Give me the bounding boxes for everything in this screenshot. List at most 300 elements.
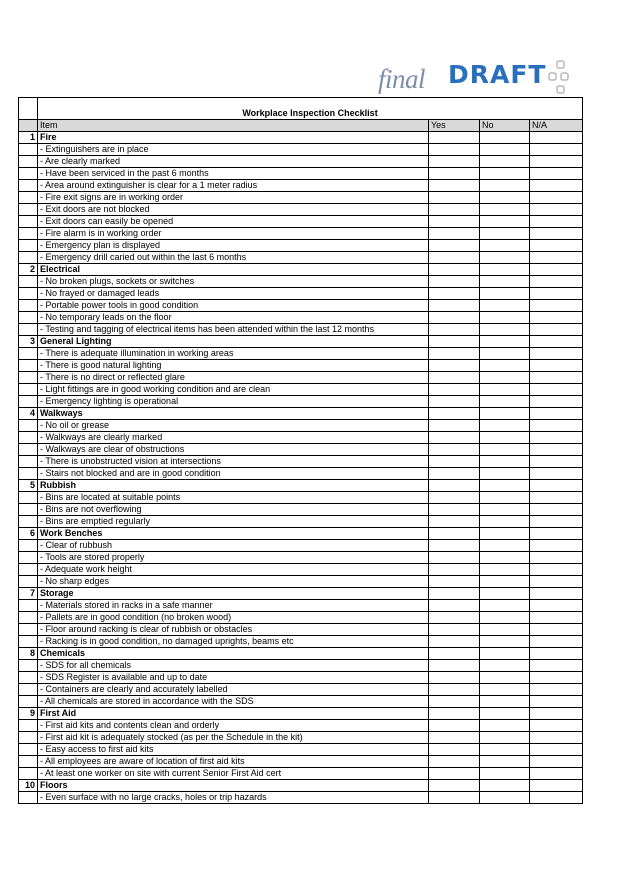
na-cell[interactable] [530, 576, 583, 588]
no-cell[interactable] [480, 696, 530, 708]
yes-cell[interactable] [429, 480, 480, 492]
item-number-cell [19, 492, 38, 504]
na-cell[interactable] [530, 672, 583, 684]
na-cell[interactable] [530, 348, 583, 360]
title-blank-cell [19, 98, 38, 120]
item-number-cell [19, 168, 38, 180]
no-cell[interactable] [480, 432, 530, 444]
yes-cell[interactable] [429, 576, 480, 588]
yes-cell[interactable] [429, 156, 480, 168]
header-yes: Yes [429, 120, 480, 132]
yes-cell[interactable] [429, 552, 480, 564]
na-cell[interactable] [530, 612, 583, 624]
checklist-item-row [19, 756, 583, 768]
no-cell[interactable] [480, 444, 530, 456]
na-cell[interactable] [530, 204, 583, 216]
checklist-item-row [19, 600, 583, 612]
checklist-item: - Bins are located at suitable points [38, 492, 429, 504]
section-title: Rubbish [38, 480, 429, 492]
na-cell[interactable] [530, 372, 583, 384]
checklist-item: - Clear of rubbush [38, 540, 429, 552]
na-cell[interactable] [530, 420, 583, 432]
checklist-item-row [19, 204, 583, 216]
no-cell[interactable] [480, 768, 530, 780]
yes-cell[interactable] [429, 792, 480, 804]
checklist-item-row [19, 672, 583, 684]
item-number-cell [19, 396, 38, 408]
checklist-item-row [19, 552, 583, 564]
na-cell[interactable] [530, 648, 583, 660]
checklist-item: - No oil or grease [38, 420, 429, 432]
na-cell[interactable] [530, 408, 583, 420]
no-cell[interactable] [480, 192, 530, 204]
checklist-item: - At least one worker on site with current Senior First Aid cert [38, 768, 429, 780]
no-cell[interactable] [480, 252, 530, 264]
no-cell[interactable] [480, 336, 530, 348]
no-cell[interactable] [480, 756, 530, 768]
checklist-item: - Area around extinguisher is clear for a 1 meter radius [38, 180, 429, 192]
no-cell[interactable] [480, 264, 530, 276]
checklist-item-row [19, 576, 583, 588]
yes-cell[interactable] [429, 720, 480, 732]
item-number-cell [19, 756, 38, 768]
yes-cell[interactable] [429, 180, 480, 192]
checklist-item: - There is adequate illumination in working areas [38, 348, 429, 360]
item-number-cell [19, 312, 38, 324]
title-row [19, 98, 583, 120]
section-row [19, 408, 583, 420]
checklist-item: - Emergency drill caried out within the last 6 months [38, 252, 429, 264]
checklist-item: - Testing and tagging of electrical items has been attended within the last 12 months [38, 324, 429, 336]
na-cell[interactable] [530, 720, 583, 732]
na-cell[interactable] [530, 132, 583, 144]
na-cell[interactable] [530, 432, 583, 444]
item-number-cell [19, 576, 38, 588]
section-number: 2 [19, 264, 38, 276]
item-number-cell [19, 180, 38, 192]
yes-cell[interactable] [429, 768, 480, 780]
checklist-item: - SDS for all chemicals [38, 660, 429, 672]
checklist-item: - Walkways are clear of obstructions [38, 444, 429, 456]
checklist-item: - Exit doors are not blocked [38, 204, 429, 216]
checklist-item-row [19, 792, 583, 804]
na-cell[interactable] [530, 732, 583, 744]
item-number-cell [19, 696, 38, 708]
no-cell[interactable] [480, 144, 530, 156]
no-cell[interactable] [480, 576, 530, 588]
no-cell[interactable] [480, 600, 530, 612]
no-cell[interactable] [480, 540, 530, 552]
checklist-item-row [19, 696, 583, 708]
checklist-item: - Emergency plan is displayed [38, 240, 429, 252]
checklist-item-row [19, 744, 583, 756]
na-cell[interactable] [530, 288, 583, 300]
item-number-cell [19, 216, 38, 228]
item-number-cell [19, 720, 38, 732]
item-number-cell [19, 456, 38, 468]
no-cell[interactable] [480, 624, 530, 636]
yes-cell[interactable] [429, 432, 480, 444]
no-cell[interactable] [480, 204, 530, 216]
no-cell[interactable] [480, 132, 530, 144]
header-row [19, 120, 583, 132]
checklist-item-row [19, 300, 583, 312]
yes-cell[interactable] [429, 276, 480, 288]
item-number-cell [19, 144, 38, 156]
na-cell[interactable] [530, 780, 583, 792]
item-number-cell [19, 300, 38, 312]
na-cell[interactable] [530, 792, 583, 804]
item-number-cell [19, 792, 38, 804]
yes-cell[interactable] [429, 312, 480, 324]
na-cell[interactable] [530, 516, 583, 528]
checklist-item-row [19, 372, 583, 384]
na-cell[interactable] [530, 180, 583, 192]
yes-cell[interactable] [429, 684, 480, 696]
no-cell[interactable] [480, 636, 530, 648]
no-cell[interactable] [480, 612, 530, 624]
item-number-cell [19, 444, 38, 456]
no-cell[interactable] [480, 480, 530, 492]
yes-cell[interactable] [429, 624, 480, 636]
na-cell[interactable] [530, 444, 583, 456]
yes-cell[interactable] [429, 708, 480, 720]
item-number-cell [19, 372, 38, 384]
item-number-cell [19, 732, 38, 744]
section-row [19, 528, 583, 540]
no-cell[interactable] [480, 396, 530, 408]
item-number-cell [19, 564, 38, 576]
no-cell[interactable] [480, 372, 530, 384]
yes-cell[interactable] [429, 132, 480, 144]
na-cell[interactable] [530, 192, 583, 204]
yes-cell[interactable] [429, 516, 480, 528]
item-number-cell [19, 156, 38, 168]
na-cell[interactable] [530, 660, 583, 672]
yes-cell[interactable] [429, 660, 480, 672]
na-cell[interactable] [530, 216, 583, 228]
na-cell[interactable] [530, 336, 583, 348]
no-cell[interactable] [480, 516, 530, 528]
yes-cell[interactable] [429, 264, 480, 276]
checklist-item-row [19, 180, 583, 192]
na-cell[interactable] [530, 540, 583, 552]
na-cell[interactable] [530, 552, 583, 564]
na-cell[interactable] [530, 708, 583, 720]
no-cell[interactable] [480, 648, 530, 660]
section-title: Storage [38, 588, 429, 600]
item-number-cell [19, 600, 38, 612]
section-title: Electrical [38, 264, 429, 276]
checklist-item-row [19, 660, 583, 672]
yes-cell[interactable] [429, 744, 480, 756]
yes-cell[interactable] [429, 672, 480, 684]
yes-cell[interactable] [429, 696, 480, 708]
na-cell[interactable] [530, 384, 583, 396]
no-cell[interactable] [480, 324, 530, 336]
header-no: No [480, 120, 530, 132]
final-draft-logo [378, 58, 578, 100]
na-cell[interactable] [530, 564, 583, 576]
yes-cell[interactable] [429, 780, 480, 792]
checklist-item: - There is good natural lighting [38, 360, 429, 372]
no-cell[interactable] [480, 456, 530, 468]
na-cell[interactable] [530, 144, 583, 156]
checklist-item: - No sharp edges [38, 576, 429, 588]
no-cell[interactable] [480, 180, 530, 192]
checklist-item: - Bins are not overflowing [38, 504, 429, 516]
no-cell[interactable] [480, 384, 530, 396]
section-row [19, 588, 583, 600]
no-cell[interactable] [480, 420, 530, 432]
no-cell[interactable] [480, 672, 530, 684]
yes-cell[interactable] [429, 372, 480, 384]
no-cell[interactable] [480, 492, 530, 504]
yes-cell[interactable] [429, 336, 480, 348]
yes-cell[interactable] [429, 456, 480, 468]
yes-cell[interactable] [429, 648, 480, 660]
no-cell[interactable] [480, 732, 530, 744]
na-cell[interactable] [530, 360, 583, 372]
section-number: 4 [19, 408, 38, 420]
no-cell[interactable] [480, 168, 530, 180]
checklist-item-row [19, 504, 583, 516]
na-cell[interactable] [530, 312, 583, 324]
no-cell[interactable] [480, 564, 530, 576]
item-number-cell [19, 276, 38, 288]
section-title: Fire [38, 132, 429, 144]
na-cell[interactable] [530, 276, 583, 288]
yes-cell[interactable] [429, 144, 480, 156]
item-number-cell [19, 228, 38, 240]
na-cell[interactable] [530, 228, 583, 240]
yes-cell[interactable] [429, 492, 480, 504]
na-cell[interactable] [530, 624, 583, 636]
item-number-cell [19, 420, 38, 432]
na-cell[interactable] [530, 264, 583, 276]
no-cell[interactable] [480, 300, 530, 312]
na-cell[interactable] [530, 696, 583, 708]
checklist-item-row [19, 720, 583, 732]
checklist-item: - Racking is in good condition, no damaged uprights, beams etc [38, 636, 429, 648]
yes-cell[interactable] [429, 324, 480, 336]
item-number-cell [19, 204, 38, 216]
na-cell[interactable] [530, 744, 583, 756]
no-cell[interactable] [480, 348, 530, 360]
na-cell[interactable] [530, 168, 583, 180]
yes-cell[interactable] [429, 240, 480, 252]
section-row [19, 264, 583, 276]
checklist-item-row [19, 312, 583, 324]
na-cell[interactable] [530, 396, 583, 408]
no-cell[interactable] [480, 360, 530, 372]
checklist-item: - Containers are clearly and accurately labelled [38, 684, 429, 696]
item-number-cell [19, 432, 38, 444]
yes-cell[interactable] [429, 600, 480, 612]
no-cell[interactable] [480, 792, 530, 804]
yes-cell[interactable] [429, 216, 480, 228]
section-title: Walkways [38, 408, 429, 420]
na-cell[interactable] [530, 252, 583, 264]
checklist-item: - Walkways are clearly marked [38, 432, 429, 444]
no-cell[interactable] [480, 276, 530, 288]
section-row [19, 132, 583, 144]
item-number-cell [19, 360, 38, 372]
no-cell[interactable] [480, 780, 530, 792]
checklist-item: - SDS Register is available and up to date [38, 672, 429, 684]
no-cell[interactable] [480, 720, 530, 732]
no-cell[interactable] [480, 684, 530, 696]
no-cell[interactable] [480, 588, 530, 600]
no-cell[interactable] [480, 504, 530, 516]
checklist-item-row [19, 384, 583, 396]
section-row [19, 336, 583, 348]
yes-cell[interactable] [429, 420, 480, 432]
item-number-cell [19, 684, 38, 696]
checklist-item: - Light fittings are in good working condition and are clean [38, 384, 429, 396]
checklist-item: - Easy access to first aid kits [38, 744, 429, 756]
checklist-item: - Fire alarm is in working order [38, 228, 429, 240]
na-cell[interactable] [530, 156, 583, 168]
checklist-item: - First aid kit is adequately stocked (as per the Schedule in the kit) [38, 732, 429, 744]
na-cell[interactable] [530, 684, 583, 696]
checklist-item-row [19, 456, 583, 468]
na-cell[interactable] [530, 768, 583, 780]
no-cell[interactable] [480, 312, 530, 324]
yes-cell[interactable] [429, 408, 480, 420]
checklist-item-row [19, 684, 583, 696]
section-row [19, 780, 583, 792]
no-cell[interactable] [480, 708, 530, 720]
item-number-cell [19, 468, 38, 480]
checklist-item-row [19, 252, 583, 264]
checklist-item: - Fire exit signs are in working order [38, 192, 429, 204]
item-number-cell [19, 288, 38, 300]
yes-cell[interactable] [429, 540, 480, 552]
na-cell[interactable] [530, 588, 583, 600]
yes-cell[interactable] [429, 348, 480, 360]
na-cell[interactable] [530, 300, 583, 312]
item-number-cell [19, 636, 38, 648]
yes-cell[interactable] [429, 528, 480, 540]
yes-cell[interactable] [429, 756, 480, 768]
yes-cell[interactable] [429, 384, 480, 396]
header-item: Item [38, 120, 429, 132]
no-cell[interactable] [480, 468, 530, 480]
yes-cell[interactable] [429, 564, 480, 576]
na-cell[interactable] [530, 636, 583, 648]
yes-cell[interactable] [429, 300, 480, 312]
yes-cell[interactable] [429, 288, 480, 300]
item-number-cell [19, 516, 38, 528]
yes-cell[interactable] [429, 228, 480, 240]
yes-cell[interactable] [429, 444, 480, 456]
section-number: 3 [19, 336, 38, 348]
checklist-item-row [19, 624, 583, 636]
na-cell[interactable] [530, 492, 583, 504]
section-number: 5 [19, 480, 38, 492]
no-cell[interactable] [480, 288, 530, 300]
item-number-cell [19, 240, 38, 252]
no-cell[interactable] [480, 216, 530, 228]
na-cell[interactable] [530, 468, 583, 480]
section-number: 7 [19, 588, 38, 600]
checklist-item: - Portable power tools in good condition [38, 300, 429, 312]
na-cell[interactable] [530, 480, 583, 492]
item-number-cell [19, 504, 38, 516]
checklist-item: - Materials stored in racks in a safe manner [38, 600, 429, 612]
section-title: First Aid [38, 708, 429, 720]
section-title: Chemicals [38, 648, 429, 660]
no-cell[interactable] [480, 228, 530, 240]
na-cell[interactable] [530, 600, 583, 612]
yes-cell[interactable] [429, 360, 480, 372]
checklist-item-row [19, 612, 583, 624]
checklist-item: - Exit doors can easily be opened [38, 216, 429, 228]
checklist-item-row [19, 444, 583, 456]
item-number-cell [19, 540, 38, 552]
no-cell[interactable] [480, 528, 530, 540]
na-cell[interactable] [530, 504, 583, 516]
checklist-item-row [19, 348, 583, 360]
no-cell[interactable] [480, 408, 530, 420]
na-cell[interactable] [530, 456, 583, 468]
yes-cell[interactable] [429, 252, 480, 264]
section-number: 10 [19, 780, 38, 792]
checklist-item-row [19, 636, 583, 648]
yes-cell[interactable] [429, 636, 480, 648]
checklist-item: - Bins are emptied regularly [38, 516, 429, 528]
section-title: Floors [38, 780, 429, 792]
no-cell[interactable] [480, 156, 530, 168]
logo-final-text: final [378, 64, 426, 94]
section-row [19, 648, 583, 660]
checklist-item: - Even surface with no large cracks, holes or trip hazards [38, 792, 429, 804]
checklist-item-row [19, 240, 583, 252]
na-cell[interactable] [530, 756, 583, 768]
checklist-item-row [19, 396, 583, 408]
item-number-cell [19, 744, 38, 756]
checklist-item-row [19, 288, 583, 300]
item-number-cell [19, 348, 38, 360]
logo-mark-icon [548, 60, 570, 98]
checklist-item-row [19, 360, 583, 372]
yes-cell[interactable] [429, 504, 480, 516]
yes-cell[interactable] [429, 468, 480, 480]
na-cell[interactable] [530, 528, 583, 540]
no-cell[interactable] [480, 552, 530, 564]
no-cell[interactable] [480, 660, 530, 672]
yes-cell[interactable] [429, 588, 480, 600]
checklist-item-row [19, 516, 583, 528]
no-cell[interactable] [480, 240, 530, 252]
na-cell[interactable] [530, 324, 583, 336]
yes-cell[interactable] [429, 612, 480, 624]
item-number-cell [19, 384, 38, 396]
na-cell[interactable] [530, 240, 583, 252]
yes-cell[interactable] [429, 396, 480, 408]
yes-cell[interactable] [429, 732, 480, 744]
section-title: Work Benches [38, 528, 429, 540]
yes-cell[interactable] [429, 204, 480, 216]
checklist-item-row [19, 732, 583, 744]
yes-cell[interactable] [429, 168, 480, 180]
no-cell[interactable] [480, 744, 530, 756]
yes-cell[interactable] [429, 192, 480, 204]
checklist-item-row [19, 144, 583, 156]
checklist-item-row [19, 168, 583, 180]
item-number-cell [19, 660, 38, 672]
